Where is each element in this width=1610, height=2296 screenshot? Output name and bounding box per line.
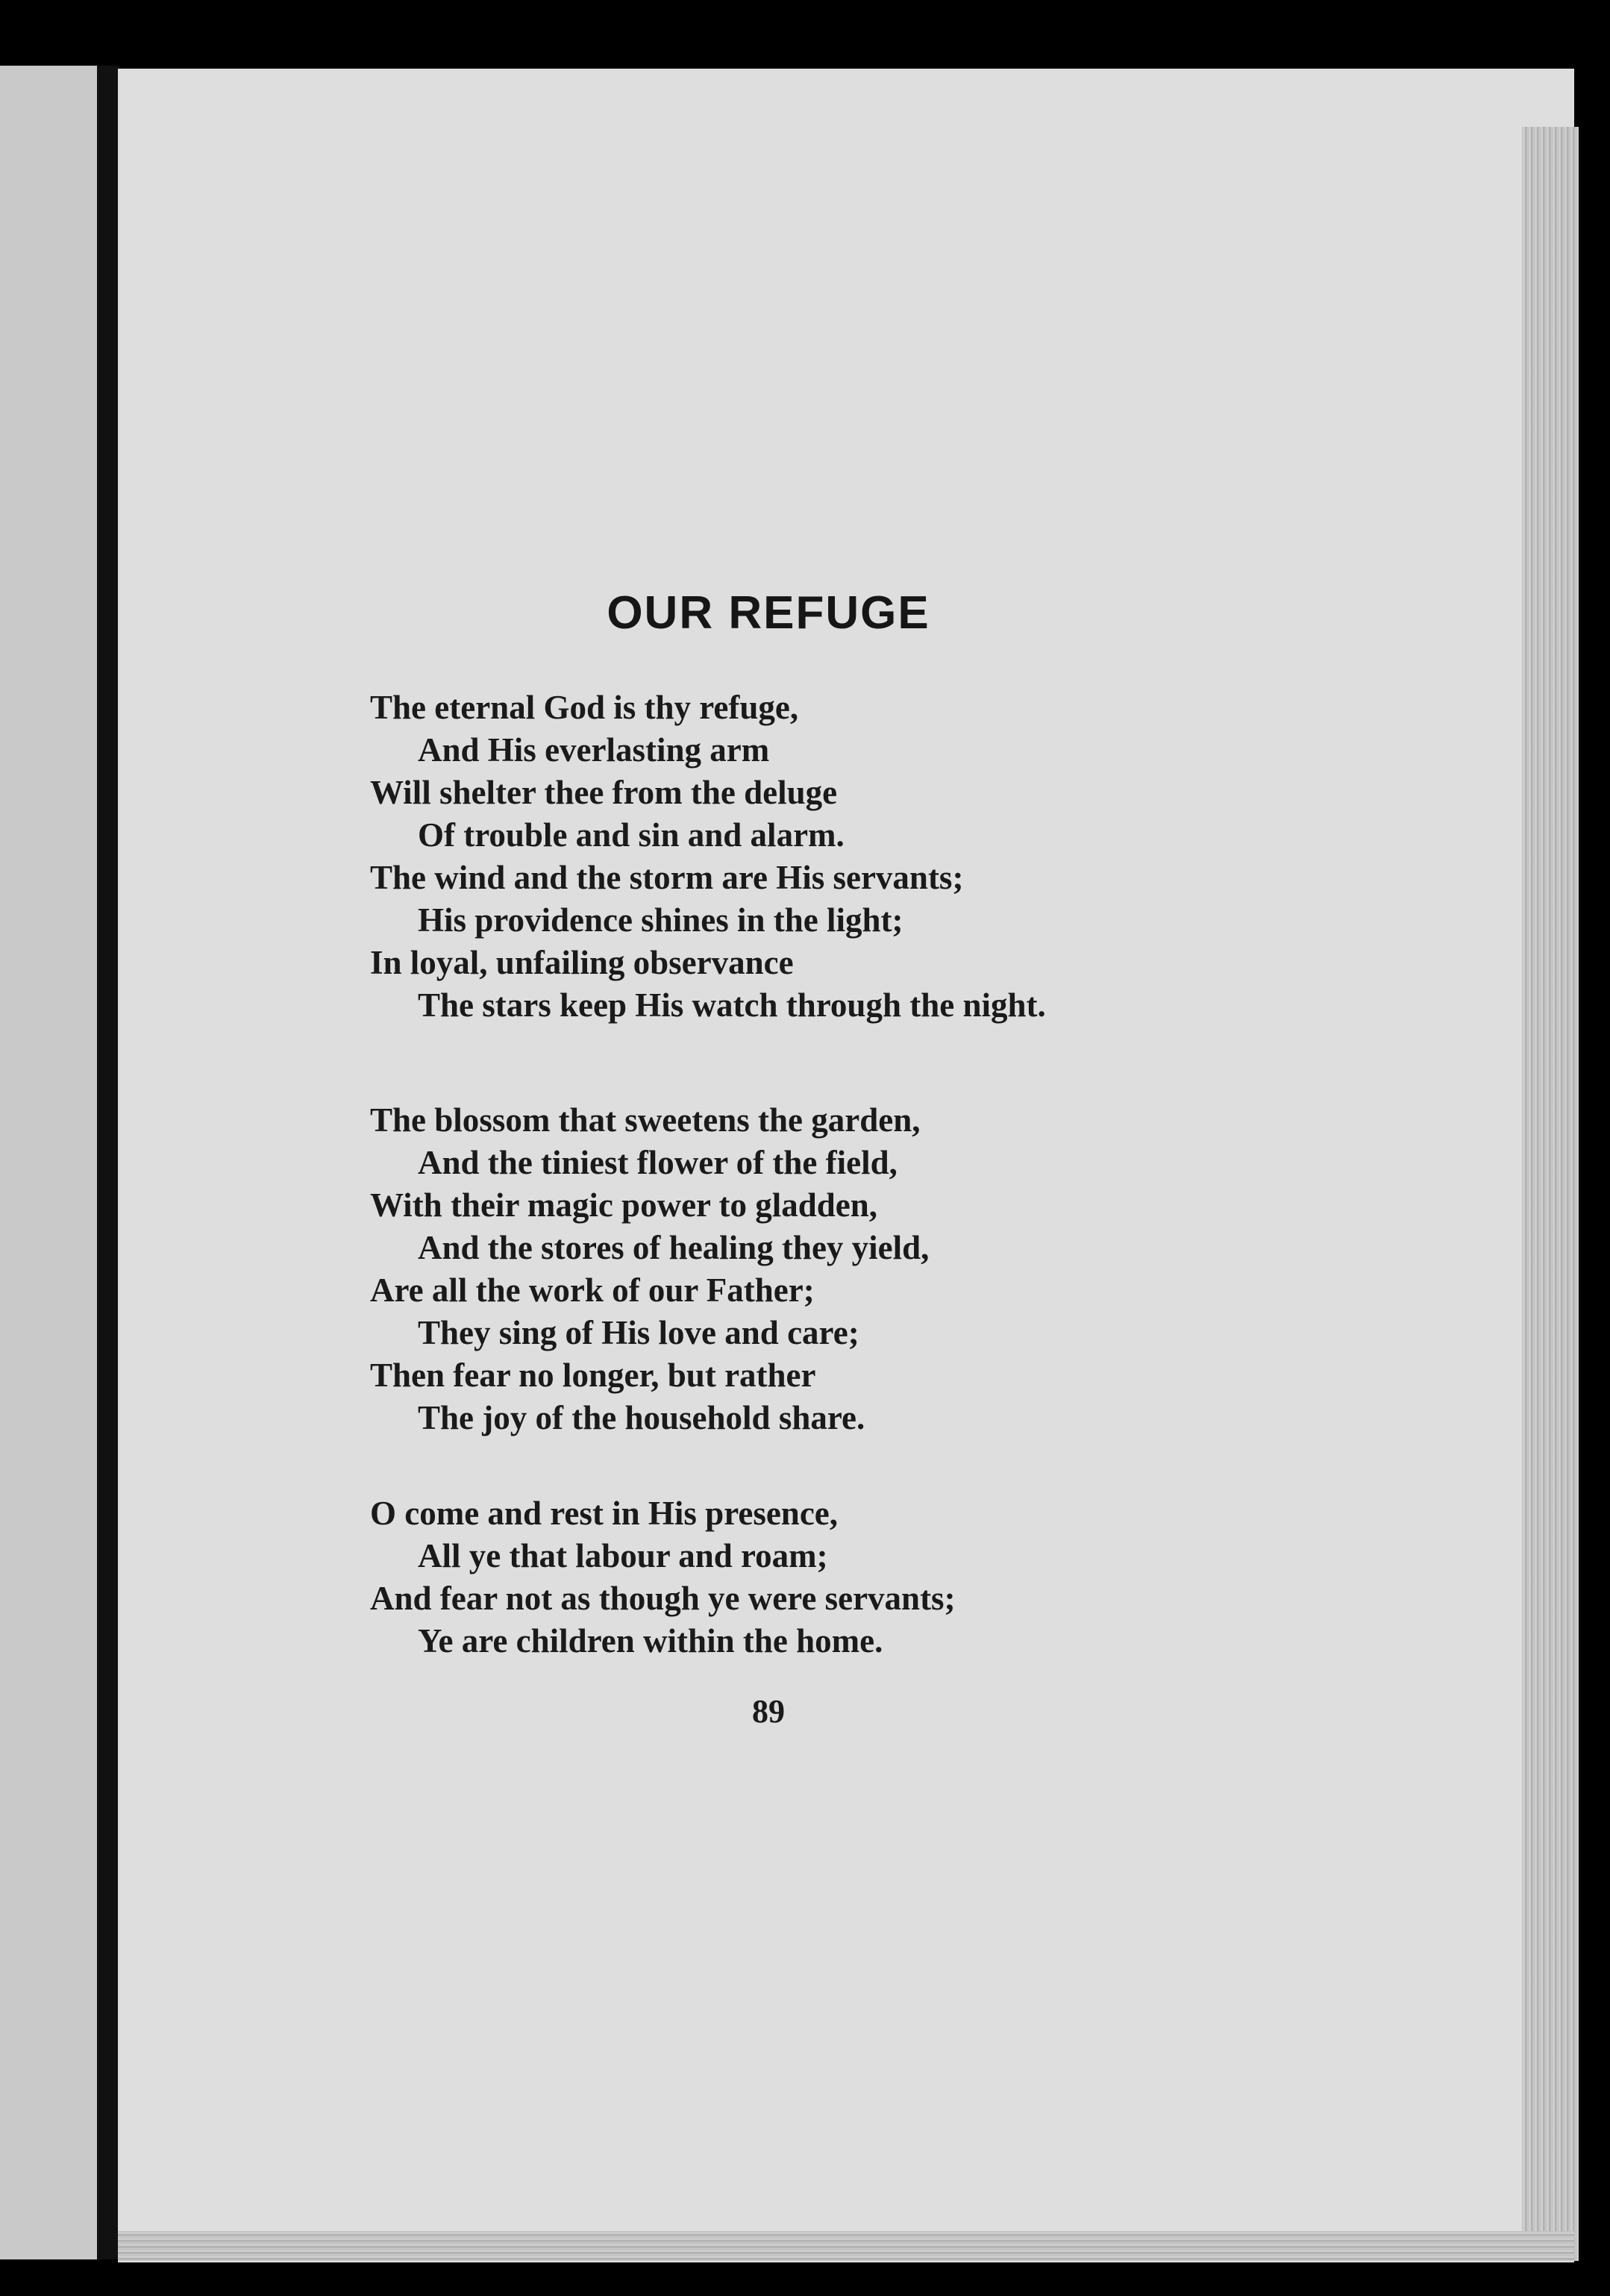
poem-line: They sing of His love and care; [418, 1314, 859, 1351]
stanza-1 [370, 686, 1340, 1027]
poem-line: Are all the work of our Father; [370, 1271, 815, 1309]
poem-line: In loyal, unfailing observance [370, 944, 794, 981]
book-gutter [97, 66, 118, 2259]
poem-line: The eternal God is thy refuge, [370, 689, 799, 726]
poem-line: The wind and the storm are His servants; [370, 859, 964, 896]
poem-line: The stars keep His watch through the night. [418, 986, 1046, 1024]
poem-line: All ye that labour and roam; [418, 1537, 828, 1574]
poem-line: With their magic power to gladden, [370, 1186, 878, 1224]
poem-line: Ye are children within the home. [418, 1622, 883, 1660]
poem-line: Will shelter thee from the deluge [370, 774, 838, 811]
poem-line: And the tiniest flower of the field, [418, 1144, 898, 1181]
page-number: 89 [752, 1693, 785, 1730]
poem-line: And the stores of healing they yield, [418, 1229, 930, 1266]
poem-line: His providence shines in the light; [418, 901, 903, 939]
poem-line: Of trouble and sin and alarm. [418, 816, 845, 854]
page-fore-edge [1522, 127, 1579, 2261]
poem-line: And His everlasting arm [418, 731, 770, 769]
poem-line: The blossom that sweetens the garden, [370, 1101, 921, 1139]
poem-line: The joy of the household share. [418, 1399, 865, 1436]
poem-line: Then fear no longer, but rather [370, 1357, 816, 1394]
stanza-2 [370, 1099, 1340, 1439]
poem-line: O come and rest in His presence, [370, 1495, 839, 1532]
left-facing-page-edge [0, 66, 97, 2259]
poem-title: OUR REFUGE [607, 587, 930, 639]
poem-line: And fear not as though ye were servants; [370, 1580, 956, 1617]
page-bottom-edge [118, 2231, 1574, 2261]
stanza-3 [370, 1492, 1340, 1662]
